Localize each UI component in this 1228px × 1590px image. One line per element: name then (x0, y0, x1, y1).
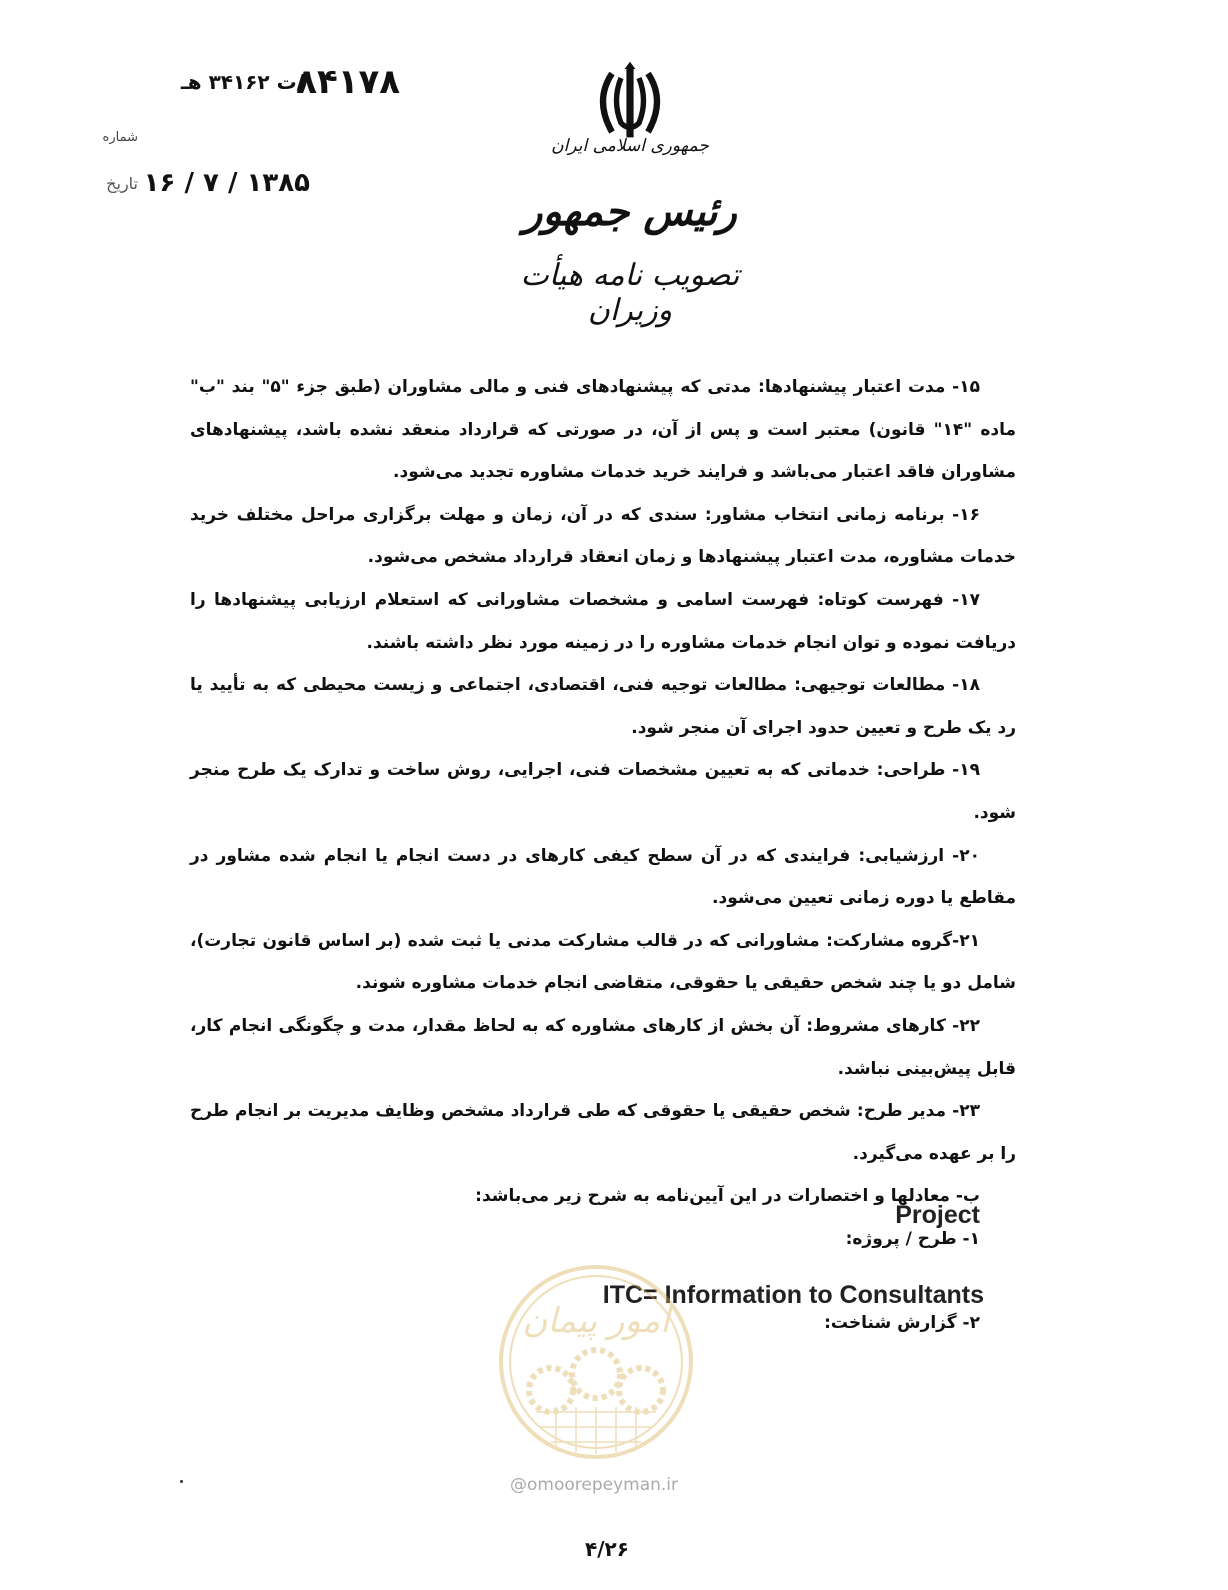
watermark-site: @omoorepeyman.ir (510, 1475, 679, 1495)
section-b-item-1-english: Project (895, 1201, 980, 1229)
paragraph-15: ۱۵- مدت اعتبار پیشنهادها: مدتی که پیشنهادهای فنی و مالی مشاوران (طبق جزء "۵" بند "ب" ماده "۱۴" قانون) معتبر است و پس از آن، در صورتی که قرارداد منعقد نشده باشد، پیشنهادهای مشاوران فاقد اعتبار می‌باشد و فرایند خرید خدمات مشاوره تجدید می‌شود. (190, 377, 1016, 483)
section-b-heading: ب- معادلها و اختصارات در این آیین‌نامه به شرح زیر می‌باشد: (475, 1186, 980, 1207)
reference-date: ۱۳۸۵ / ۷ / ۱۶ (143, 168, 310, 198)
stamp-text: امور پیمان (522, 1301, 670, 1341)
decree-title: تصویب نامه هیأت وزیران (520, 258, 740, 328)
paragraph-21: ۲۱-گروه مشارکت: مشاورانی که در قالب مشارکت مدنی یا ثبت شده (بر اساس قانون تجارت)، شامل دو یا چند شخص حقیقی یا حقوقی، متقاضی انجام خدمات مشاوره شوند. (190, 930, 1016, 994)
country-name: جمهوری اسلامی ایران (551, 136, 709, 156)
page-number: ۴/۲۶ (585, 1537, 629, 1561)
paragraph-20: ۲۰- ارزشیابی: فرایندی که در آن سطح کیفی کارهای در دست انجام یا انجام شده مشاور در مقاطع یا دوره زمانی تعیین می‌شود. (190, 845, 1016, 909)
paragraph-19: ۱۹- طراحی: خدماتی که به تعیین مشخصات فنی، اجرایی، روش ساخت و تدارک یک طرح منجر شود. (190, 760, 1016, 823)
paragraph-18: ۱۸- مطالعات توجیهی: مطالعات توجیه فنی، اقتصادی، اجتماعی و زیست محیطی که به تأیید یا رد یک طرح و تعیین حدود اجرای آن منجر شود. (190, 675, 1016, 738)
reference-code: /ت ۳۴۱۶۲ هـ (180, 70, 304, 94)
reference-number-label: شماره (102, 130, 138, 145)
paragraph-16: ۱۶- برنامه زمانی انتخاب مشاور: سندی که در آن، زمان و مهلت برگزاری مراحل مختلف خرید خدمات مشاوره، مدت اعتبار پیشنهادها و زمان انعقاد قرارداد مشخص می‌شود. (190, 504, 1016, 568)
section-b-item-1-label: ۱- طرح / پروژه: (845, 1228, 980, 1249)
section-b-item-2-label: ۲- گزارش شناخت: (824, 1313, 980, 1334)
paragraph-22: ۲۲- کارهای مشروط: آن بخش از کارهای مشاوره که به لحاظ مقدار، مدت و چگونگی انجام کار، قابل پیش‌بینی نباشد. (190, 1015, 1016, 1079)
document-body (190, 366, 1016, 1345)
scan-speck (180, 1480, 183, 1483)
office-title: رئیس جمهور (523, 188, 737, 235)
reference-number: ۸۴۱۷۸ (296, 62, 400, 102)
paragraph-17: ۱۷- فهرست کوتاه: فهرست اسامی و مشخصات مشاورانی که استعلام ارزیابی پیشنهادها را دریافت نموده و توان انجام خدمات مشاوره را در زمینه مورد نظر داشته باشند. (190, 589, 1016, 653)
omoore-peyman-stamp-icon (496, 1262, 696, 1462)
section-b-item-2-english: ITC= Information to Consultants (602, 1281, 984, 1309)
reference-date-label: تاریخ (106, 174, 138, 193)
paragraph-23: ۲۳- مدیر طرح: شخص حقیقی یا حقوقی که طی قرارداد مشخص وظایف مدیریت بر انجام طرح را بر عهده می‌گیرد. (190, 1101, 1016, 1164)
letterhead (480, 60, 780, 328)
